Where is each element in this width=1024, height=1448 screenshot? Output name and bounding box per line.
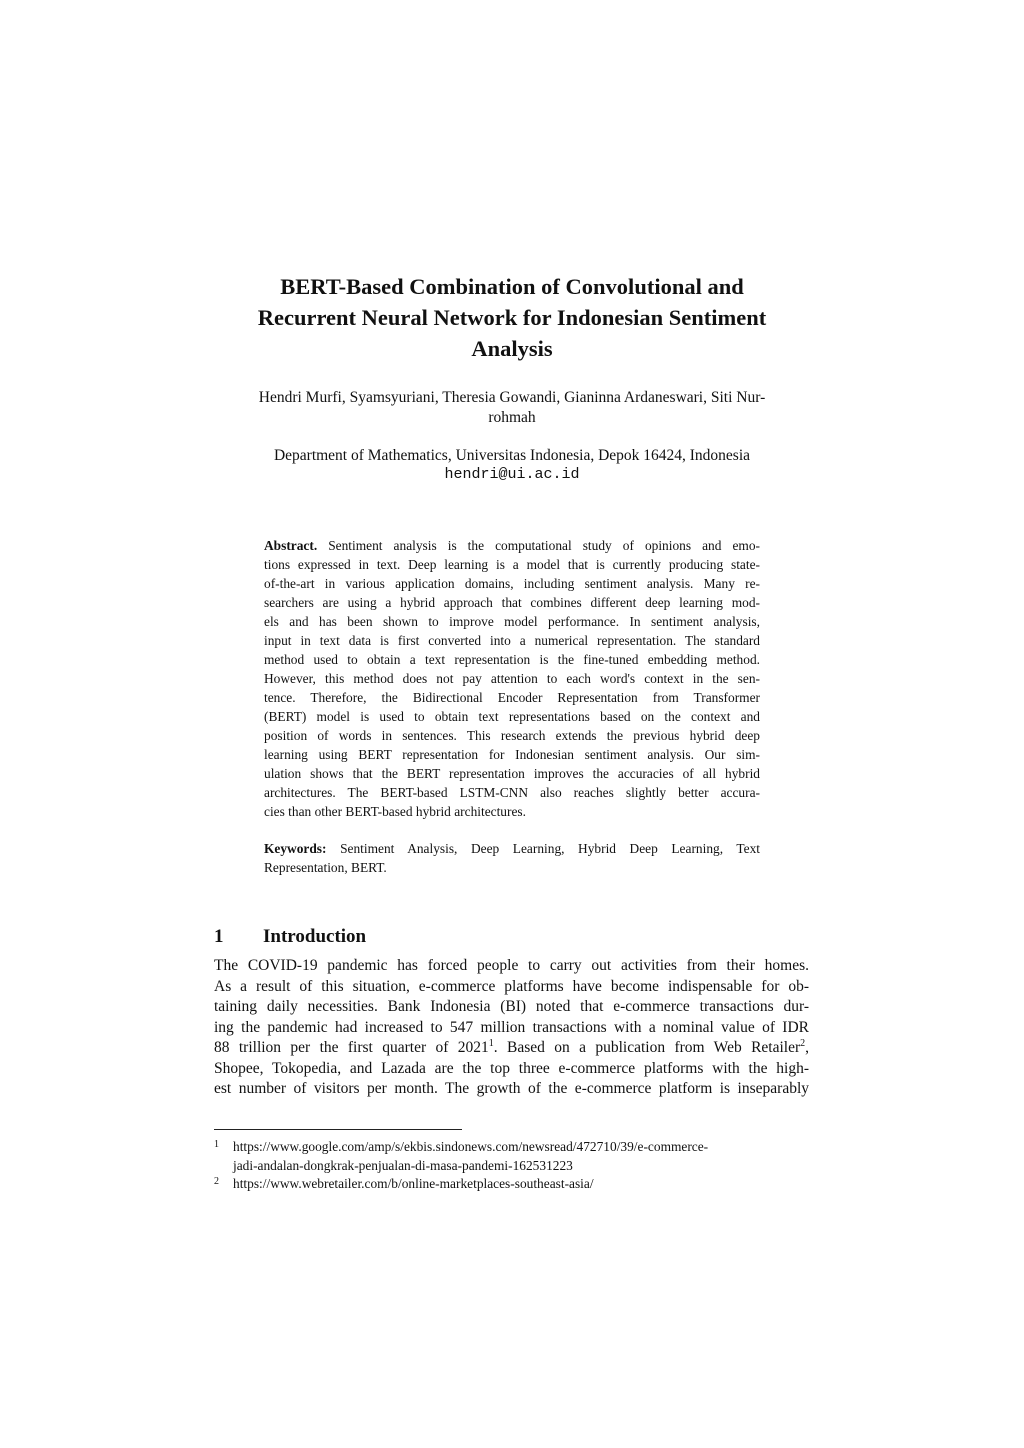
author-line: Hendri Murfi, Syamsyuriani, Theresia Gowandi, Gianinna Ardaneswari, Siti Nur-	[258, 389, 766, 406]
footnote-url[interactable]: jadi-andalan-dongkrak-penjualan-di-masa-pandemi-162531223	[233, 1157, 573, 1173]
paragraph-line: The COVID-19 pandemic has forced people to carry out activities from their homes.	[214, 957, 809, 974]
paper-title	[212, 271, 812, 364]
abstract-line: position of words in sentences. This research extends the previous hybrid deep	[264, 728, 760, 743]
abstract-line: method used to obtain a text representation is the fine-tuned embedding method.	[264, 652, 760, 667]
footnotes	[214, 1138, 814, 1194]
title-line: Analysis	[471, 336, 553, 362]
keywords	[264, 839, 760, 877]
section-title: Introduction	[263, 925, 367, 947]
affiliation-block	[212, 446, 812, 484]
footnote-2	[214, 1175, 814, 1194]
introduction-paragraph	[214, 956, 809, 1100]
abstract	[264, 536, 760, 821]
keywords-line: Representation, BERT.	[264, 860, 387, 875]
keywords-line: Keywords: Sentiment Analysis, Deep Learning, Hybrid Deep Learning, Text	[264, 841, 760, 856]
footnote-url[interactable]: https://www.webretailer.com/b/online-marketplaces-southeast-asia/	[233, 1176, 594, 1191]
abstract-line: input in text data is first converted into a numerical representation. The standard	[264, 633, 760, 648]
paragraph-line: est number of visitors per month. The growth of the e-commerce platform is inseparably	[214, 1080, 809, 1097]
footnote-mark: 2	[214, 1176, 219, 1187]
paragraph-line: Shopee, Tokopedia, and Lazada are the top three e-commerce platforms with the high-	[214, 1059, 809, 1077]
abstract-line: tence. Therefore, the Bidirectional Encoder Representation from Transformer	[264, 690, 760, 705]
keywords-label: Keywords:	[264, 841, 327, 856]
paragraph-line: ing the pandemic had increased to 547 million transactions with a nominal value of IDR	[214, 1018, 809, 1036]
footnote-divider	[214, 1129, 462, 1130]
author-list	[212, 388, 812, 428]
abstract-line: However, this method does not pay attention to each word's context in the sen-	[264, 671, 760, 686]
author-line: rohmah	[488, 409, 536, 426]
footnote-ref-1[interactable]: 1	[488, 1037, 494, 1049]
footnote-1	[214, 1138, 814, 1175]
section-number: 1	[214, 925, 224, 947]
abstract-line: searchers are using a hybrid approach that combines different deep learning mod-	[264, 595, 760, 610]
abstract-line: Abstract. Sentiment analysis is the computational study of opinions and emo-	[264, 538, 760, 553]
abstract-line: learning using BERT representation for Indonesian sentiment analysis. Our sim-	[264, 747, 760, 762]
abstract-line: els and has been shown to improve model performance. In sentiment analysis,	[264, 614, 760, 629]
footnote-mark: 1	[214, 1139, 219, 1150]
abstract-line: cies than other BERT-based hybrid architectures.	[264, 804, 526, 819]
section-heading	[214, 924, 814, 950]
paragraph-line: taining daily necessities. Bank Indonesia (BI) noted that e-commerce transactions dur-	[214, 998, 809, 1015]
paragraph-line: As a result of this situation, e-commerce platforms have become indispensable for ob-	[214, 977, 809, 995]
abstract-line: (BERT) model is used to obtain text representations based on the context and	[264, 709, 760, 724]
abstract-line: architectures. The BERT-based LSTM-CNN also reaches slightly better accura-	[264, 785, 760, 800]
footnote-ref-2[interactable]: 2	[800, 1037, 806, 1049]
abstract-line: ulation shows that the BERT representation improves the accuracies of all hybrid	[264, 766, 760, 781]
abstract-line: of-the-art in various application domains, including sentiment analysis. Many re-	[264, 576, 760, 591]
affiliation: Department of Mathematics, Universitas Indonesia, Depok 16424, Indonesia	[273, 447, 751, 464]
title-line: BERT-Based Combination of Convolutional and	[280, 274, 744, 300]
title-line: Recurrent Neural Network for Indonesian Sentiment	[257, 305, 767, 331]
abstract-line: tions expressed in text. Deep learning is a model that is currently producing state-	[264, 557, 760, 572]
abstract-label: Abstract.	[264, 538, 318, 553]
author-email[interactable]: hendri@ui.ac.id	[444, 466, 580, 483]
paragraph-line: 88 trillion per the first quarter of 2021$^1$. Based on a publication from Web Retailer$^2$,	[214, 1037, 809, 1056]
footnote-url[interactable]: https://www.google.com/amp/s/ekbis.sindonews.com/newsread/472710/39/e-commerce-	[233, 1139, 709, 1154]
